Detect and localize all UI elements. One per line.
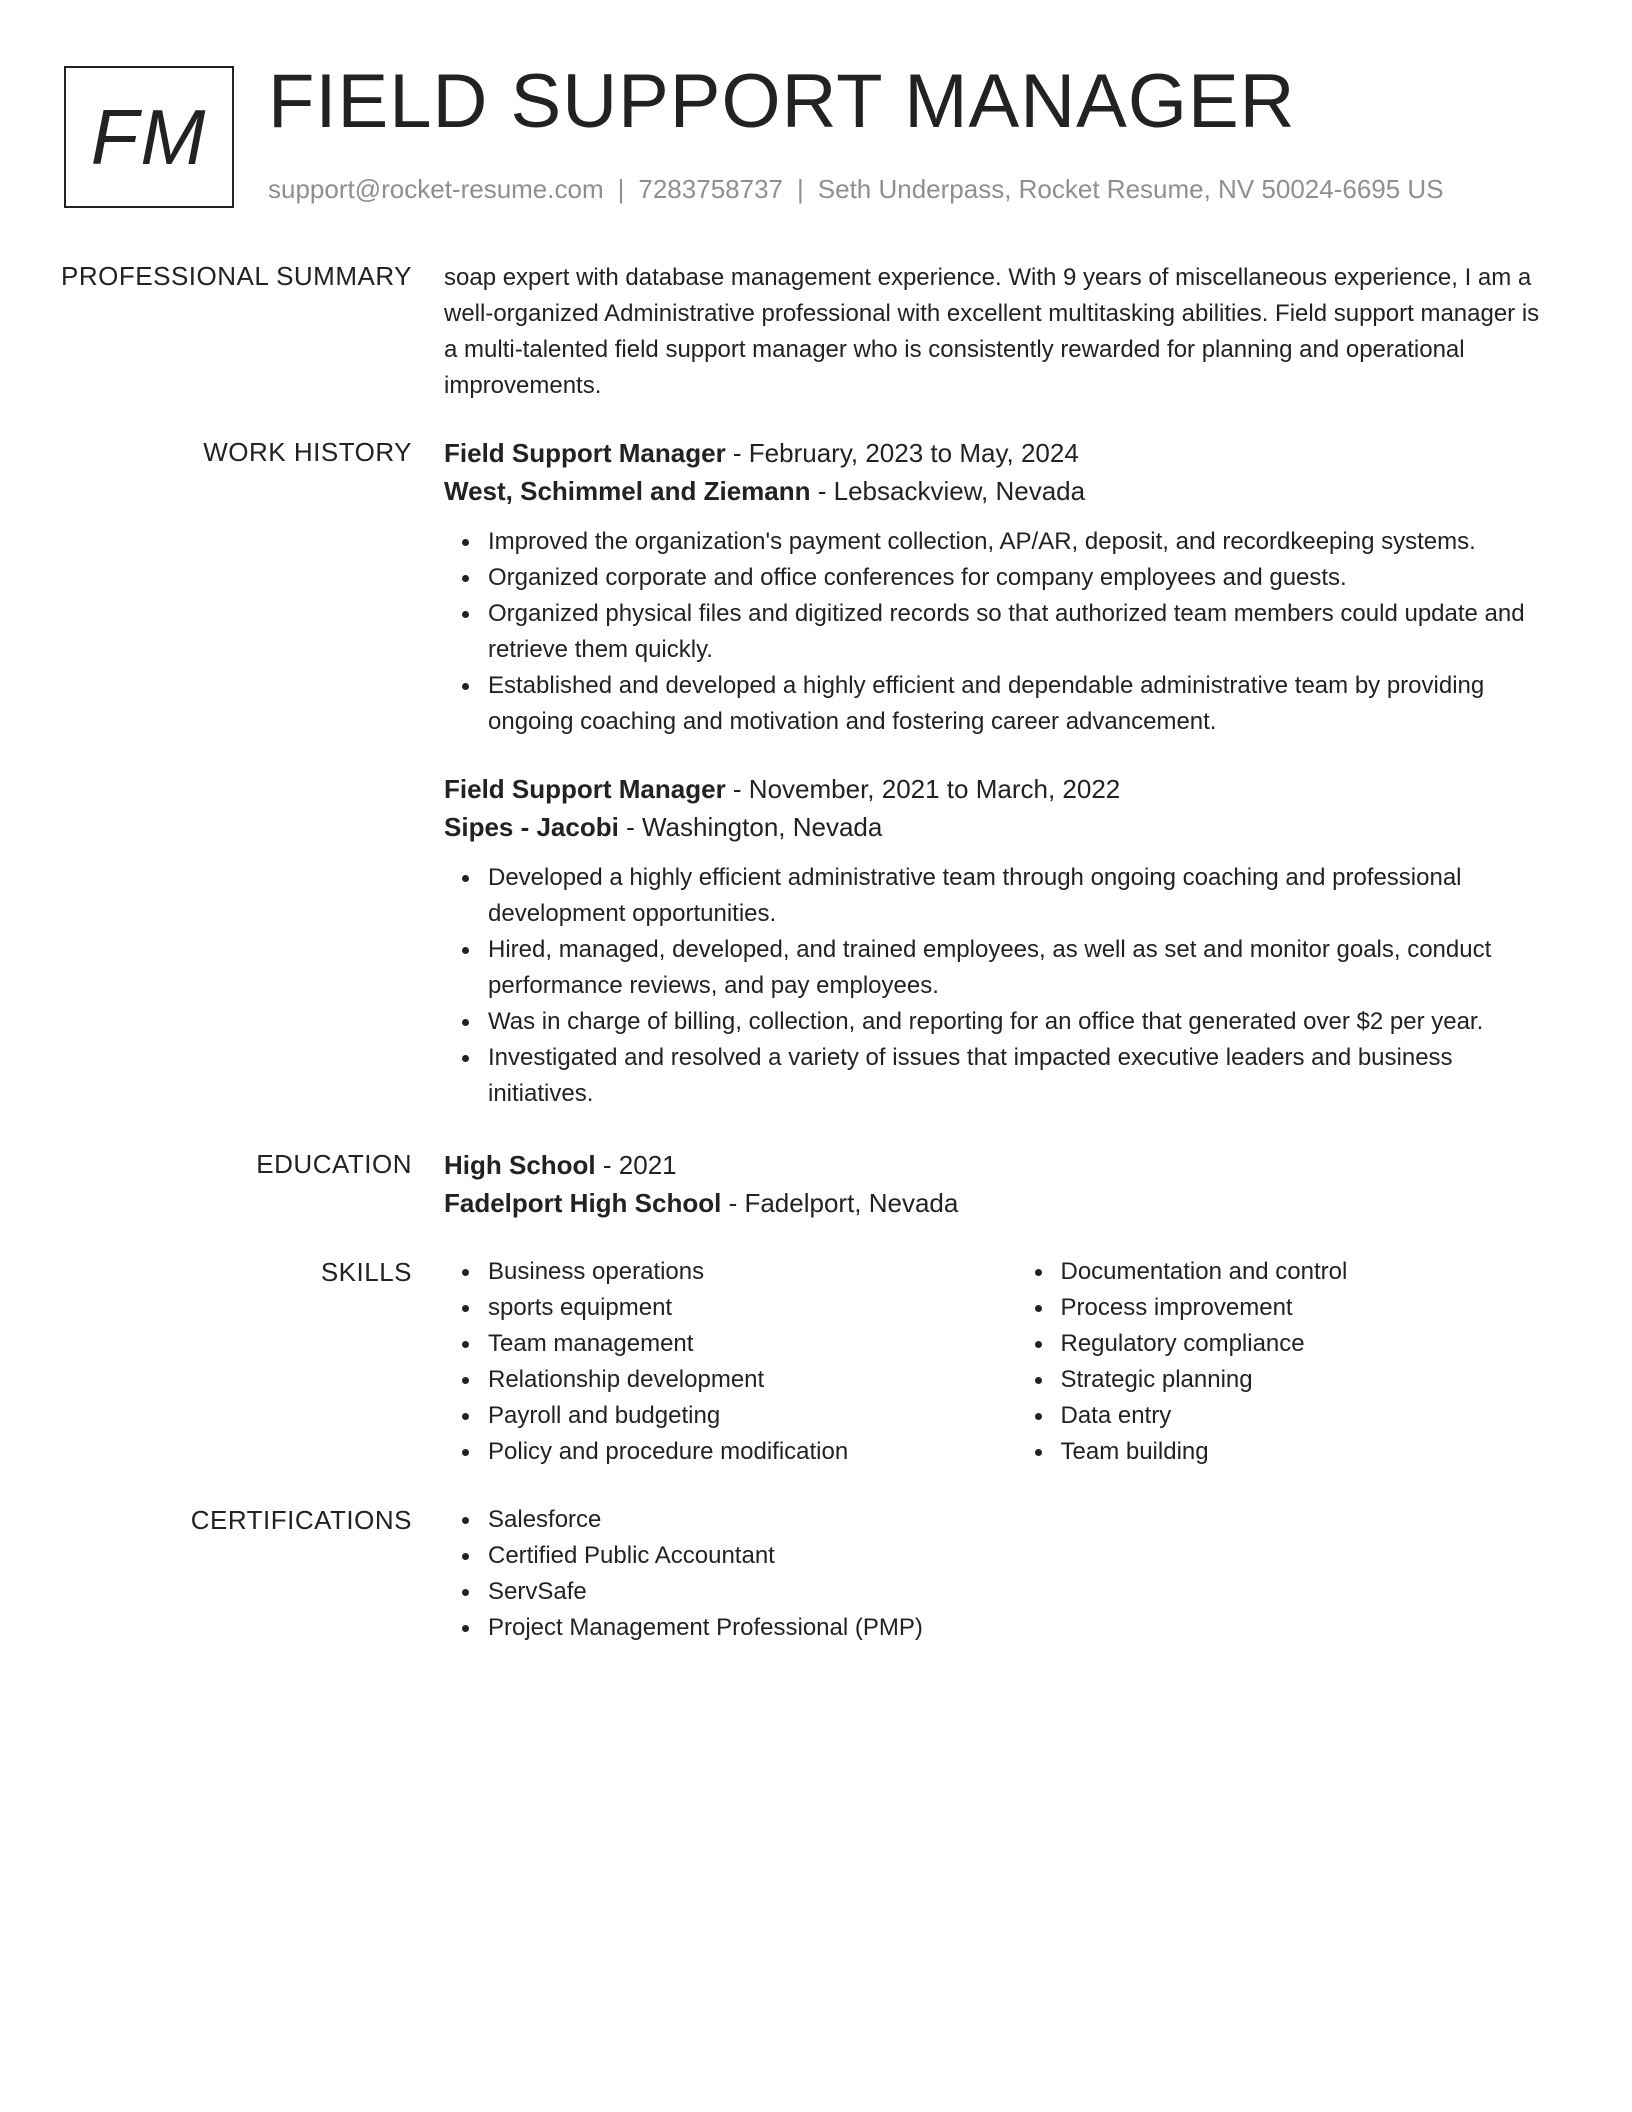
list-item: ServSafe [488, 1574, 1544, 1610]
list-item: sports equipment [488, 1290, 972, 1326]
job-title: Field Support Manager [444, 774, 726, 804]
resume-title: FIELD SUPPORT MANAGER [268, 59, 1296, 144]
list-item: Project Management Professional (PMP) [488, 1610, 1544, 1646]
list-item: Process improvement [1061, 1290, 1545, 1326]
section-body [444, 1254, 1544, 1470]
list-item: Developed a highly efficient administrative team through ongoing coaching and professional development opportunities. [488, 860, 1544, 932]
job-location: - Washington, Nevada [618, 812, 883, 842]
list-item: Regulatory compliance [1061, 1326, 1545, 1362]
certifications-list [444, 1502, 1544, 1646]
job-company: Sipes - Jacobi [444, 812, 619, 842]
list-item: Investigated and resolved a variety of issues that impacted executive leaders and business initiatives. [488, 1040, 1544, 1112]
job-title-line [444, 770, 1544, 808]
skills-columns [444, 1254, 1544, 1470]
list-item: Was in charge of billing, collection, and reporting for an office that generated over $2 per year. [488, 1004, 1544, 1040]
list-item: Data entry [1061, 1398, 1545, 1434]
section-body [444, 260, 1544, 404]
monogram-box: FM [64, 66, 234, 208]
section-body [444, 1146, 1544, 1222]
list-item: Business operations [488, 1254, 972, 1290]
contact-separator: | [617, 174, 625, 204]
list-item: Relationship development [488, 1362, 972, 1398]
list-item: Documentation and control [1061, 1254, 1545, 1290]
job-location: - Lebsackview, Nevada [810, 476, 1086, 506]
job-dates: - February, 2023 to May, 2024 [725, 438, 1079, 468]
list-item: Team management [488, 1326, 972, 1362]
job-company-line [444, 472, 1544, 510]
list-item: Team building [1061, 1434, 1545, 1470]
skills-list-left [444, 1254, 972, 1470]
education-school: Fadelport High School [444, 1188, 722, 1218]
education-degree: High School [444, 1150, 596, 1180]
list-item: Established and developed a highly efficient and dependable administrative team by providing ongoing coaching and motivation and fostering career advancement. [488, 668, 1544, 740]
job-entry [444, 434, 1544, 740]
contact-phone: 7283758737 [638, 174, 783, 204]
list-item: Policy and procedure modification [488, 1434, 972, 1470]
section-label: WORK HISTORY [203, 437, 412, 467]
list-item: Organized corporate and office conferences for company employees and guests. [488, 560, 1544, 596]
list-item: Certified Public Accountant [488, 1538, 1544, 1574]
job-bullets [444, 860, 1544, 1112]
list-item: Organized physical files and digitized records so that authorized team members could update and retrieve them quickly. [488, 596, 1544, 668]
job-company-line [444, 808, 1544, 846]
job-title-line [444, 434, 1544, 472]
job-title: Field Support Manager [444, 438, 726, 468]
list-item: Payroll and budgeting [488, 1398, 972, 1434]
education-degree-line [444, 1146, 1544, 1184]
section-body [444, 434, 1544, 1112]
education-school-line [444, 1184, 1544, 1222]
summary-text: soap expert with database management experience. With 9 years of miscellaneous experience, I am a well-organized Administrative professional with excellent multitasking abilities. Field support manager is a multi-talented field support manager who is consistently rewarded for planning and operational improvements. [444, 264, 1540, 399]
contact-address: Seth Underpass, Rocket Resume, NV 50024-6695 US [817, 174, 1444, 204]
job-entry [444, 770, 1544, 1112]
education-year: - 2021 [595, 1150, 677, 1180]
list-item: Salesforce [488, 1502, 1544, 1538]
section-label: CERTIFICATIONS [190, 1505, 412, 1535]
contact-email: support@rocket-resume.com [268, 174, 604, 204]
list-item: Improved the organization's payment collection, AP/AR, deposit, and recordkeeping systems. [488, 524, 1544, 560]
job-dates: - November, 2021 to March, 2022 [725, 774, 1121, 804]
education-location: - Fadelport, Nevada [721, 1188, 959, 1218]
list-item: Hired, managed, developed, and trained employees, as well as set and monitor goals, conduct performance reviews, and pay employees. [488, 932, 1544, 1004]
contact-separator: | [797, 174, 804, 204]
section-label: EDUCATION [256, 1149, 412, 1179]
section-label: SKILLS [320, 1257, 412, 1287]
job-bullets [444, 524, 1544, 740]
list-item: Strategic planning [1061, 1362, 1545, 1398]
skills-list-right [1061, 1254, 1545, 1470]
job-company: West, Schimmel and Ziemann [444, 476, 811, 506]
contact-line [268, 172, 1444, 206]
section-body [444, 1502, 1544, 1646]
section-label: PROFESSIONAL SUMMARY [61, 261, 412, 291]
